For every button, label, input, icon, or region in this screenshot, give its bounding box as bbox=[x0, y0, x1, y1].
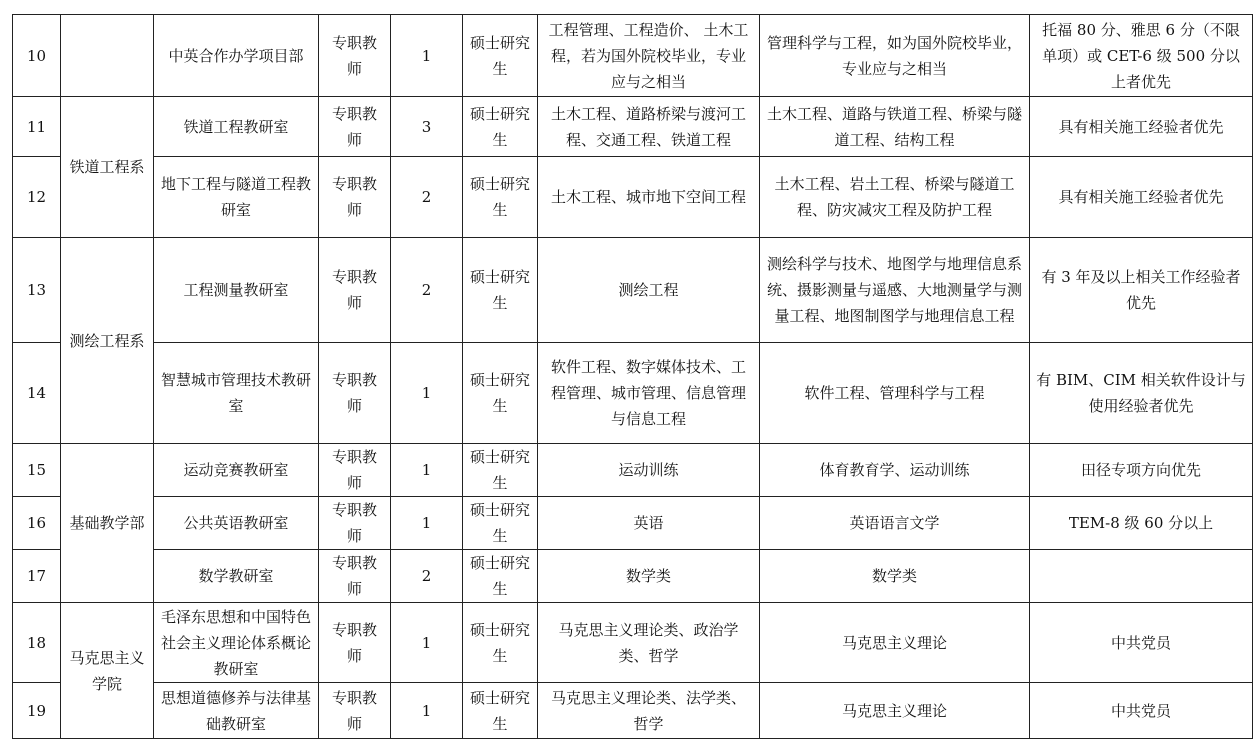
post-cell: 专职教师 bbox=[319, 683, 391, 739]
row-number: 14 bbox=[13, 343, 61, 444]
row-number: 11 bbox=[13, 97, 61, 157]
post-cell: 专职教师 bbox=[319, 157, 391, 238]
row-number: 18 bbox=[13, 603, 61, 683]
count-cell: 1 bbox=[391, 343, 463, 444]
other-requirements-cell bbox=[1030, 550, 1253, 603]
undergrad-major-cell: 工程管理、工程造价、 土木工程，若为国外院校毕业，专业应与之相当 bbox=[538, 15, 760, 97]
department-cell: 基础教学部 bbox=[61, 444, 154, 603]
grad-major-cell: 管理科学与工程，如为国外院校毕业，专业应与之相当 bbox=[760, 15, 1030, 97]
count-cell: 1 bbox=[391, 603, 463, 683]
grad-major-cell: 体育教育学、运动训练 bbox=[760, 444, 1030, 497]
department-cell bbox=[61, 15, 154, 97]
degree-cell: 硕士研究生 bbox=[463, 444, 538, 497]
count-cell: 1 bbox=[391, 683, 463, 739]
degree-cell: 硕士研究生 bbox=[463, 15, 538, 97]
row-number: 16 bbox=[13, 497, 61, 550]
other-requirements-cell: 有 BIM、CIM 相关软件设计与使用经验者优先 bbox=[1030, 343, 1253, 444]
table-row bbox=[13, 444, 1253, 497]
recruitment-table bbox=[12, 14, 1253, 739]
count-cell: 2 bbox=[391, 550, 463, 603]
table-row bbox=[13, 550, 1253, 603]
office-cell: 毛泽东思想和中国特色社会主义理论体系概论教研室 bbox=[154, 603, 319, 683]
undergrad-major-cell: 马克思主义理论类、政治学类、哲学 bbox=[538, 603, 760, 683]
degree-cell: 硕士研究生 bbox=[463, 238, 538, 343]
grad-major-cell: 软件工程、管理科学与工程 bbox=[760, 343, 1030, 444]
post-cell: 专职教师 bbox=[319, 15, 391, 97]
other-requirements-cell: 具有相关施工经验者优先 bbox=[1030, 97, 1253, 157]
undergrad-major-cell: 测绘工程 bbox=[538, 238, 760, 343]
row-number: 12 bbox=[13, 157, 61, 238]
post-cell: 专职教师 bbox=[319, 497, 391, 550]
table-row bbox=[13, 603, 1253, 683]
undergrad-major-cell: 数学类 bbox=[538, 550, 760, 603]
department-cell: 铁道工程系 bbox=[61, 97, 154, 238]
row-number: 10 bbox=[13, 15, 61, 97]
office-cell: 工程测量教研室 bbox=[154, 238, 319, 343]
degree-cell: 硕士研究生 bbox=[463, 683, 538, 739]
post-cell: 专职教师 bbox=[319, 603, 391, 683]
other-requirements-cell: 有 3 年及以上相关工作经验者优先 bbox=[1030, 238, 1253, 343]
other-requirements-cell: 具有相关施工经验者优先 bbox=[1030, 157, 1253, 238]
other-requirements-cell: 中共党员 bbox=[1030, 603, 1253, 683]
table-row bbox=[13, 497, 1253, 550]
degree-cell: 硕士研究生 bbox=[463, 603, 538, 683]
post-cell: 专职教师 bbox=[319, 97, 391, 157]
office-cell: 中英合作办学项目部 bbox=[154, 15, 319, 97]
department-cell: 测绘工程系 bbox=[61, 238, 154, 444]
grad-major-cell: 数学类 bbox=[760, 550, 1030, 603]
grad-major-cell: 马克思主义理论 bbox=[760, 603, 1030, 683]
office-cell: 思想道德修养与法律基础教研室 bbox=[154, 683, 319, 739]
grad-major-cell: 英语语言文学 bbox=[760, 497, 1030, 550]
office-cell: 公共英语教研室 bbox=[154, 497, 319, 550]
undergrad-major-cell: 英语 bbox=[538, 497, 760, 550]
office-cell: 地下工程与隧道工程教研室 bbox=[154, 157, 319, 238]
table-row bbox=[13, 97, 1253, 157]
other-requirements-cell: 托福 80 分、雅思 6 分（不限单项）或 CET-6 级 500 分以上者优先 bbox=[1030, 15, 1253, 97]
count-cell: 1 bbox=[391, 497, 463, 550]
degree-cell: 硕士研究生 bbox=[463, 157, 538, 238]
row-number: 15 bbox=[13, 444, 61, 497]
grad-major-cell: 土木工程、道路与铁道工程、桥梁与隧道工程、结构工程 bbox=[760, 97, 1030, 157]
table-row bbox=[13, 683, 1253, 739]
office-cell: 数学教研室 bbox=[154, 550, 319, 603]
grad-major-cell: 测绘科学与技术、地图学与地理信息系统、摄影测量与遥感、大地测量学与测量工程、地图制图学与地理信息工程 bbox=[760, 238, 1030, 343]
count-cell: 1 bbox=[391, 15, 463, 97]
grad-major-cell: 土木工程、岩土工程、桥梁与隧道工程、防灾减灾工程及防护工程 bbox=[760, 157, 1030, 238]
count-cell: 1 bbox=[391, 444, 463, 497]
post-cell: 专职教师 bbox=[319, 238, 391, 343]
undergrad-major-cell: 土木工程、城市地下空间工程 bbox=[538, 157, 760, 238]
table-row bbox=[13, 238, 1253, 343]
degree-cell: 硕士研究生 bbox=[463, 550, 538, 603]
other-requirements-cell: TEM-8 级 60 分以上 bbox=[1030, 497, 1253, 550]
count-cell: 3 bbox=[391, 97, 463, 157]
degree-cell: 硕士研究生 bbox=[463, 497, 538, 550]
row-number: 17 bbox=[13, 550, 61, 603]
degree-cell: 硕士研究生 bbox=[463, 97, 538, 157]
post-cell: 专职教师 bbox=[319, 444, 391, 497]
undergrad-major-cell: 土木工程、道路桥梁与渡河工程、交通工程、铁道工程 bbox=[538, 97, 760, 157]
grad-major-cell: 马克思主义理论 bbox=[760, 683, 1030, 739]
post-cell: 专职教师 bbox=[319, 550, 391, 603]
row-number: 19 bbox=[13, 683, 61, 739]
table-row bbox=[13, 157, 1253, 238]
department-cell: 马克思主义学院 bbox=[61, 603, 154, 739]
row-number: 13 bbox=[13, 238, 61, 343]
office-cell: 运动竞赛教研室 bbox=[154, 444, 319, 497]
other-requirements-cell: 田径专项方向优先 bbox=[1030, 444, 1253, 497]
table-row bbox=[13, 15, 1253, 97]
other-requirements-cell: 中共党员 bbox=[1030, 683, 1253, 739]
undergrad-major-cell: 软件工程、数字媒体技术、工程管理、城市管理、信息管理与信息工程 bbox=[538, 343, 760, 444]
degree-cell: 硕士研究生 bbox=[463, 343, 538, 444]
count-cell: 2 bbox=[391, 157, 463, 238]
office-cell: 铁道工程教研室 bbox=[154, 97, 319, 157]
table-row bbox=[13, 343, 1253, 444]
post-cell: 专职教师 bbox=[319, 343, 391, 444]
undergrad-major-cell: 马克思主义理论类、法学类、哲学 bbox=[538, 683, 760, 739]
undergrad-major-cell: 运动训练 bbox=[538, 444, 760, 497]
office-cell: 智慧城市管理技术教研室 bbox=[154, 343, 319, 444]
count-cell: 2 bbox=[391, 238, 463, 343]
